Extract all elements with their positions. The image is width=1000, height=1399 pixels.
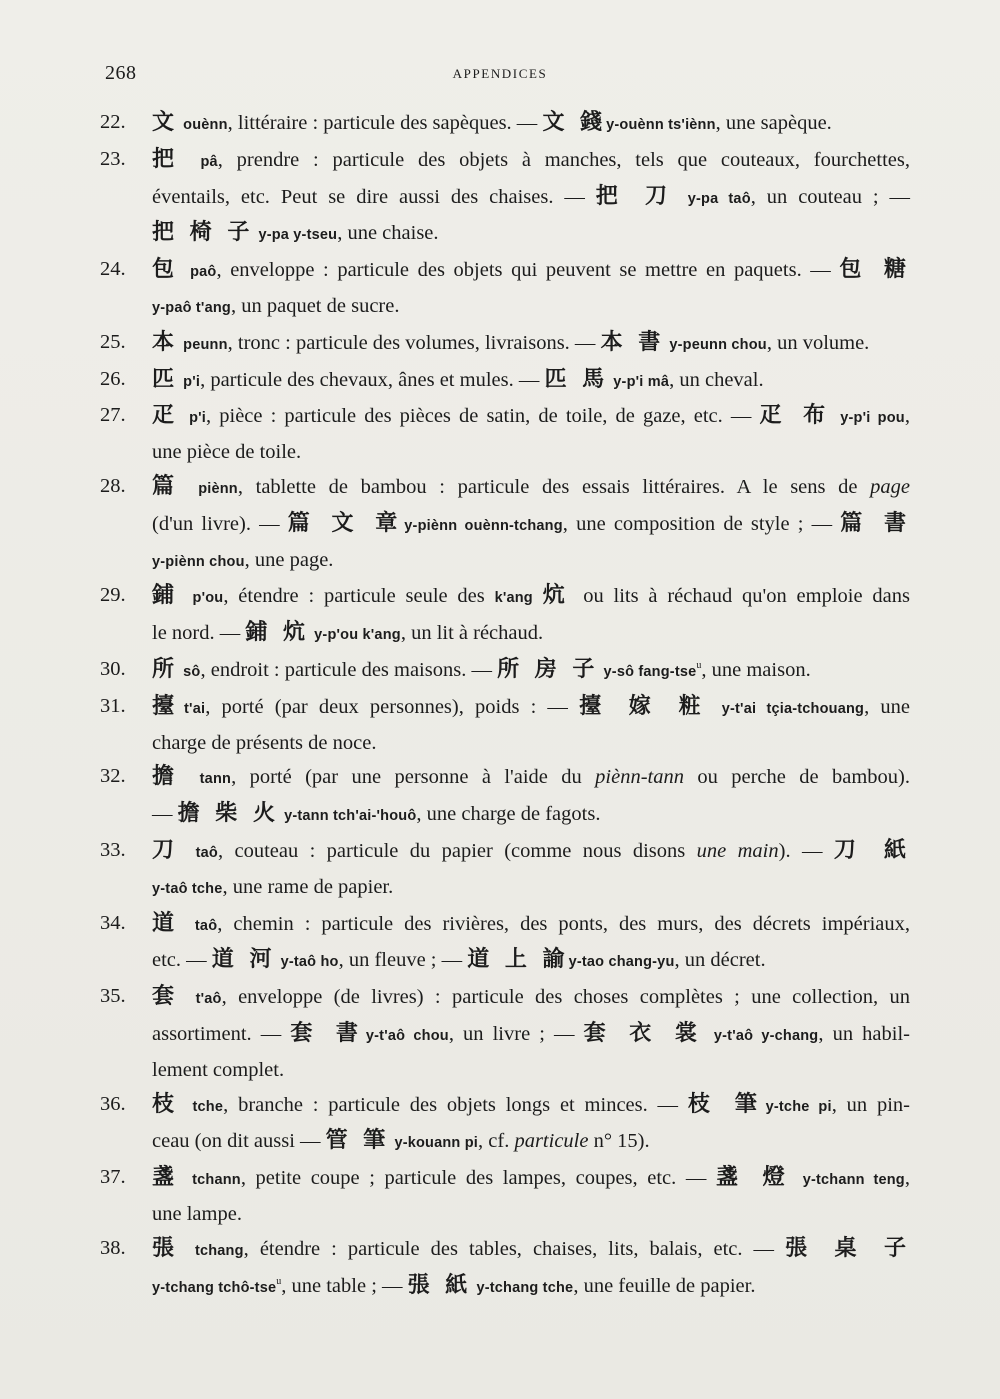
entry-text: , branche : particule des objets longs et minces. — [223, 1093, 688, 1116]
chinese-characters: 道 河 [211, 947, 276, 973]
entry-text: , un lit à réchaud. [400, 622, 544, 645]
entry-number: 31. [100, 694, 126, 717]
chinese-characters: 篇 [152, 473, 186, 499]
chinese-characters: 管 筆 [325, 1128, 390, 1154]
entry-line [152, 760, 910, 797]
entry-text [186, 766, 199, 788]
entry-text [711, 696, 722, 718]
chinese-characters: 鋪 炕 [245, 620, 310, 646]
romanization: p'ou [192, 590, 224, 607]
entry-item [100, 1161, 910, 1232]
entry-text: lement complet. [152, 1058, 285, 1081]
chinese-characters: 擔 柴 火 [177, 801, 279, 827]
romanization: y-t'ai tçia-tchouang [721, 700, 865, 717]
entry-text: , une page. [244, 548, 334, 571]
romanization: tchang [194, 1242, 244, 1259]
entry-item [100, 253, 910, 326]
romanization: tann [199, 771, 232, 788]
entry-number: 29. [100, 584, 126, 607]
romanization: t'aô [195, 991, 222, 1008]
entry-text [184, 986, 195, 1008]
entry-line [152, 907, 910, 944]
entry-item [100, 980, 910, 1087]
entry-item [100, 106, 910, 143]
entry-item [100, 907, 910, 981]
entry-text [184, 840, 195, 862]
chinese-characters: 枝 [152, 1091, 183, 1117]
entry-line [152, 1124, 910, 1161]
entry-text: , une charge de fagots. [416, 803, 601, 826]
entry-text: , porté (par une personne à l'aide du [231, 766, 596, 789]
chinese-characters: 匹 [152, 366, 179, 392]
entry-text: , étendre : particule des tables, chaises, lits, balais, etc. — [243, 1237, 786, 1260]
chinese-characters: 刀 紙 [833, 837, 910, 863]
romanization: y-kouann pi [394, 1135, 479, 1152]
entry-item [100, 1232, 910, 1306]
entry-text: etc. — [152, 949, 212, 972]
entry-text: , un décret. [674, 949, 766, 972]
entry-number: 35. [100, 985, 126, 1008]
entry-line [152, 834, 910, 871]
chinese-characters: 本 書 [600, 329, 665, 355]
romanization: y-tchang tche [476, 1279, 574, 1296]
entry-line [152, 326, 910, 363]
entry-number: 37. [100, 1166, 126, 1189]
entry-number: 32. [100, 765, 126, 788]
romanization: taô [194, 917, 218, 934]
chinese-characters: 把 刀 [595, 183, 677, 209]
entry-number: 30. [100, 657, 126, 680]
entry-text [182, 1167, 192, 1189]
entry-text: , couteau : particule du papier (comme nous disons [217, 839, 697, 862]
chinese-characters: 擡 嫁 粧 [579, 693, 711, 719]
chinese-characters: 所 [152, 656, 179, 682]
entry-text: , une maison. [701, 658, 811, 681]
romanization: y-ouènn ts'iènn [606, 117, 716, 133]
romanization: y-piènn ouènn-tchang [404, 517, 563, 534]
entry-text: , une feuille de papier. [573, 1274, 756, 1297]
italic-text: page [870, 475, 911, 498]
entry-text: , pièce : particule des pièces de satin, de toile, de gaze, etc. — [206, 405, 760, 428]
entry-text: , un couteau ; — [750, 185, 910, 208]
romanization: y-tchann teng [802, 1172, 905, 1189]
entry-text: une pièce de toile. [152, 441, 302, 464]
romanization: tche [192, 1098, 224, 1115]
romanization: y-pa y-tseu [258, 227, 338, 244]
entry-text [677, 186, 688, 208]
italic-text: particule [514, 1130, 589, 1153]
romanization: y-taô tche [152, 880, 223, 897]
entry-number: 24. [100, 258, 126, 281]
entry-text: , une table ; — [281, 1274, 408, 1297]
entries-list [100, 106, 910, 1305]
entry-text: , un paquet de sucre. [230, 294, 400, 317]
entry-text: , un cheval. [669, 368, 764, 391]
romanization: sô [183, 663, 201, 680]
entry-text [184, 1238, 195, 1260]
entry-line [152, 180, 910, 217]
entry-text: , une rame de papier. [222, 875, 394, 898]
chinese-characters: 炕 [542, 583, 574, 609]
entry-text: , tronc : particule des volumes, livraisons. — [227, 331, 601, 354]
chinese-characters: 鋪 [152, 583, 183, 609]
romanization: y-p'i mâ [613, 373, 670, 390]
entry-item [100, 326, 910, 363]
romanization: t'ai [184, 700, 206, 717]
entry-number: 23. [100, 147, 126, 170]
entry-text: n° 15). [588, 1130, 650, 1153]
entry-text: , [904, 405, 910, 428]
chinese-characters: 疋 布 [759, 403, 833, 429]
page-number: 268 [105, 62, 137, 84]
chinese-characters: 盞 [152, 1165, 183, 1191]
entry-line [152, 106, 910, 143]
entry-text [183, 1094, 193, 1116]
entry-line [152, 1088, 910, 1125]
entry-line [152, 1198, 910, 1232]
entry-text: , littéraire : particule des sapèques. — [227, 112, 543, 134]
chinese-characters: 匹 馬 [544, 366, 609, 392]
chinese-characters: 套 書 [290, 1020, 366, 1046]
chinese-characters: 把 椅 子 [152, 220, 254, 246]
romanization: paô [190, 264, 217, 281]
entry-text: , particule des chevaux, ânes et mules. — [200, 368, 545, 391]
entry-text: , tablette de bambou : particule des essais littéraires. A le sens de [237, 475, 871, 498]
romanization: y-piènn chou [152, 553, 245, 570]
romanization: y-tao chang-yu [568, 954, 675, 971]
entry-number: 38. [100, 1236, 126, 1259]
entry-line [152, 797, 910, 834]
entry-text [187, 149, 201, 171]
romanization: pâ [200, 153, 218, 170]
entry-text: une lampe. [152, 1202, 242, 1225]
entry-text: , un habil- [818, 1022, 910, 1045]
entry-number: 26. [100, 367, 126, 390]
entry-text [533, 585, 543, 607]
chinese-characters: 所 房 子 [497, 656, 599, 682]
italic-text: une main [696, 839, 779, 862]
entry-text [181, 259, 190, 281]
entry-text [793, 1167, 803, 1189]
entry-line [152, 690, 910, 727]
entry-line [152, 253, 910, 290]
entry-line [152, 290, 910, 326]
entry-text: , [904, 1167, 910, 1190]
entry-text: — [152, 803, 178, 826]
chinese-characters: 擡 [152, 693, 185, 719]
entry-text [186, 476, 199, 498]
romanization: taô [195, 844, 218, 861]
romanization: tchann [192, 1172, 241, 1189]
entry-line [152, 436, 910, 470]
entry-text: ou perche de bambou). [683, 766, 910, 789]
entry-line [152, 143, 910, 180]
chinese-characters: 道 [152, 910, 184, 936]
romanization: y-taô ho [280, 954, 339, 971]
entry-text: , une chaise. [337, 222, 439, 245]
entry-number: 36. [100, 1092, 126, 1115]
entry-line [152, 1054, 910, 1088]
romanization: ouènn [183, 117, 228, 133]
romanization: piènn [198, 480, 238, 497]
chinese-characters: 本 [152, 329, 179, 355]
romanization: y-tchang tchô-tse [152, 1279, 277, 1296]
entry-text: , petite coupe ; particule des lampes, coupes, etc. — [240, 1167, 716, 1190]
entry-item [100, 690, 910, 761]
romanization: y-p'ou k'ang [314, 627, 401, 644]
romanization: y-t'aô chou [365, 1027, 449, 1044]
entry-line [152, 507, 910, 544]
entry-text: charge de présents de noce. [152, 731, 377, 754]
entry-line [152, 1017, 910, 1054]
chinese-characters: 張 桌 子 [785, 1235, 910, 1261]
romanization: y-p'i pou [840, 410, 905, 427]
entry-text: , endroit : particule des maisons. — [200, 658, 498, 681]
entry-item [100, 399, 910, 470]
entry-line [152, 616, 910, 653]
romanization: y-sô fang-tse [603, 663, 697, 680]
entry-item [100, 470, 910, 579]
romanization: p'i [189, 410, 207, 427]
entry-text: , enveloppe (de livres) : particule des choses complètes ; une collection, un [221, 986, 910, 1009]
entry-text: , un livre ; — [448, 1022, 584, 1045]
chinese-characters: 張 紙 [407, 1272, 472, 1298]
entry-text: (d'un livre). — [152, 512, 288, 535]
entry-text: le nord. — [152, 622, 246, 645]
entry-text: , prendre : particule des objets à manches, tels que couteaux, fourchettes, [217, 148, 911, 171]
entry-text: ceau (on dit aussi — [152, 1130, 326, 1153]
entry-text: , chemin : particule des rivières, des ponts, des murs, des décrets impériaux, [217, 912, 911, 935]
entry-text: , un volume. [766, 331, 870, 354]
entry-number: 28. [100, 474, 126, 497]
running-head: APPENDICES [452, 66, 548, 81]
entry-text: éventails, etc. Peut se dire aussi des chaises. — [152, 185, 596, 208]
superscript: u [276, 1275, 282, 1287]
romanization: y-t'aô y-chang [713, 1027, 819, 1044]
chinese-characters: 篇 書 [840, 510, 910, 536]
chinese-characters: 套 衣 裳 [583, 1020, 705, 1046]
entry-text: , une sapèque. [715, 112, 832, 134]
entry-text: , porté (par deux personnes), poids : — [205, 695, 580, 718]
chinese-characters: 疋 [152, 403, 181, 429]
entry-line [152, 216, 910, 253]
romanization: y-tann tch'ai-'houô [284, 808, 417, 825]
entry-line [152, 871, 910, 907]
chinese-characters: 盞 燈 [716, 1165, 794, 1191]
entry-text: , un fleuve ; — [338, 949, 468, 972]
entry-number: 27. [100, 404, 126, 427]
entry-text [184, 913, 195, 935]
chinese-characters: 張 [152, 1235, 184, 1261]
entry-item [100, 760, 910, 834]
entry-text [181, 405, 189, 427]
romanization: y-paô t'ang [152, 299, 231, 316]
chinese-characters: 擔 [152, 764, 187, 790]
entry-text [183, 585, 193, 607]
chinese-characters: 把 [152, 146, 187, 172]
romanization: p'i [183, 373, 201, 390]
entry-line [152, 980, 910, 1017]
romanization: y-peunn chou [669, 336, 767, 353]
entry-item [100, 143, 910, 253]
chinese-characters: 枝 筆 [687, 1091, 766, 1117]
entry-item [100, 653, 910, 690]
entry-text: , une [864, 695, 910, 718]
entry-number: 25. [100, 330, 126, 353]
chinese-characters: 包 糖 [839, 257, 910, 283]
chinese-characters: 道 上 諭 [467, 947, 569, 973]
romanization: y-pa taô [687, 190, 751, 207]
entry-text: , une composition de style ; — [562, 512, 841, 535]
entry-line [152, 363, 910, 400]
entry-item [100, 1088, 910, 1162]
entry-number: 34. [100, 911, 126, 934]
entry-line [152, 653, 910, 690]
entry-text: , étendre : particule seule des [223, 585, 495, 608]
entry-line [152, 579, 910, 616]
romanization: k'ang [494, 590, 533, 607]
entry-line [152, 1161, 910, 1198]
chinese-characters: 刀 [152, 837, 185, 863]
entry-text: ). — [778, 839, 834, 862]
entry-line [152, 943, 910, 980]
italic-text: piènn-tann [595, 766, 684, 789]
entry-line [152, 544, 910, 580]
entry-line [152, 470, 910, 507]
entry-text: , un pin- [831, 1093, 910, 1116]
romanization: peunn [183, 336, 228, 353]
entry-text: , enveloppe : particule des objets qui peuvent se mettre en paquets. — [216, 259, 840, 282]
entry-number: 33. [100, 838, 126, 861]
entry-item [100, 579, 910, 653]
chinese-characters: 包 [152, 257, 182, 283]
entry-text: ou lits à réchaud qu'on emploie dans [573, 585, 910, 608]
entry-text [705, 1023, 714, 1045]
entry-text: assortiment. — [152, 1022, 291, 1045]
entry-line [152, 1232, 910, 1269]
chinese-characters: 文 [152, 110, 179, 135]
entry-number: 22. [100, 111, 126, 133]
chinese-characters: 文 錢 [542, 110, 607, 135]
entry-text: , cf. [478, 1130, 515, 1153]
entry-item [100, 363, 910, 400]
chinese-characters: 篇 文 章 [287, 510, 405, 536]
entry-item [100, 834, 910, 907]
entry-line [152, 727, 910, 761]
romanization: y-tche pi [765, 1098, 832, 1115]
superscript: u [696, 660, 702, 672]
entry-line [152, 1269, 910, 1306]
chinese-characters: 套 [152, 984, 185, 1010]
entry-line [152, 399, 910, 436]
